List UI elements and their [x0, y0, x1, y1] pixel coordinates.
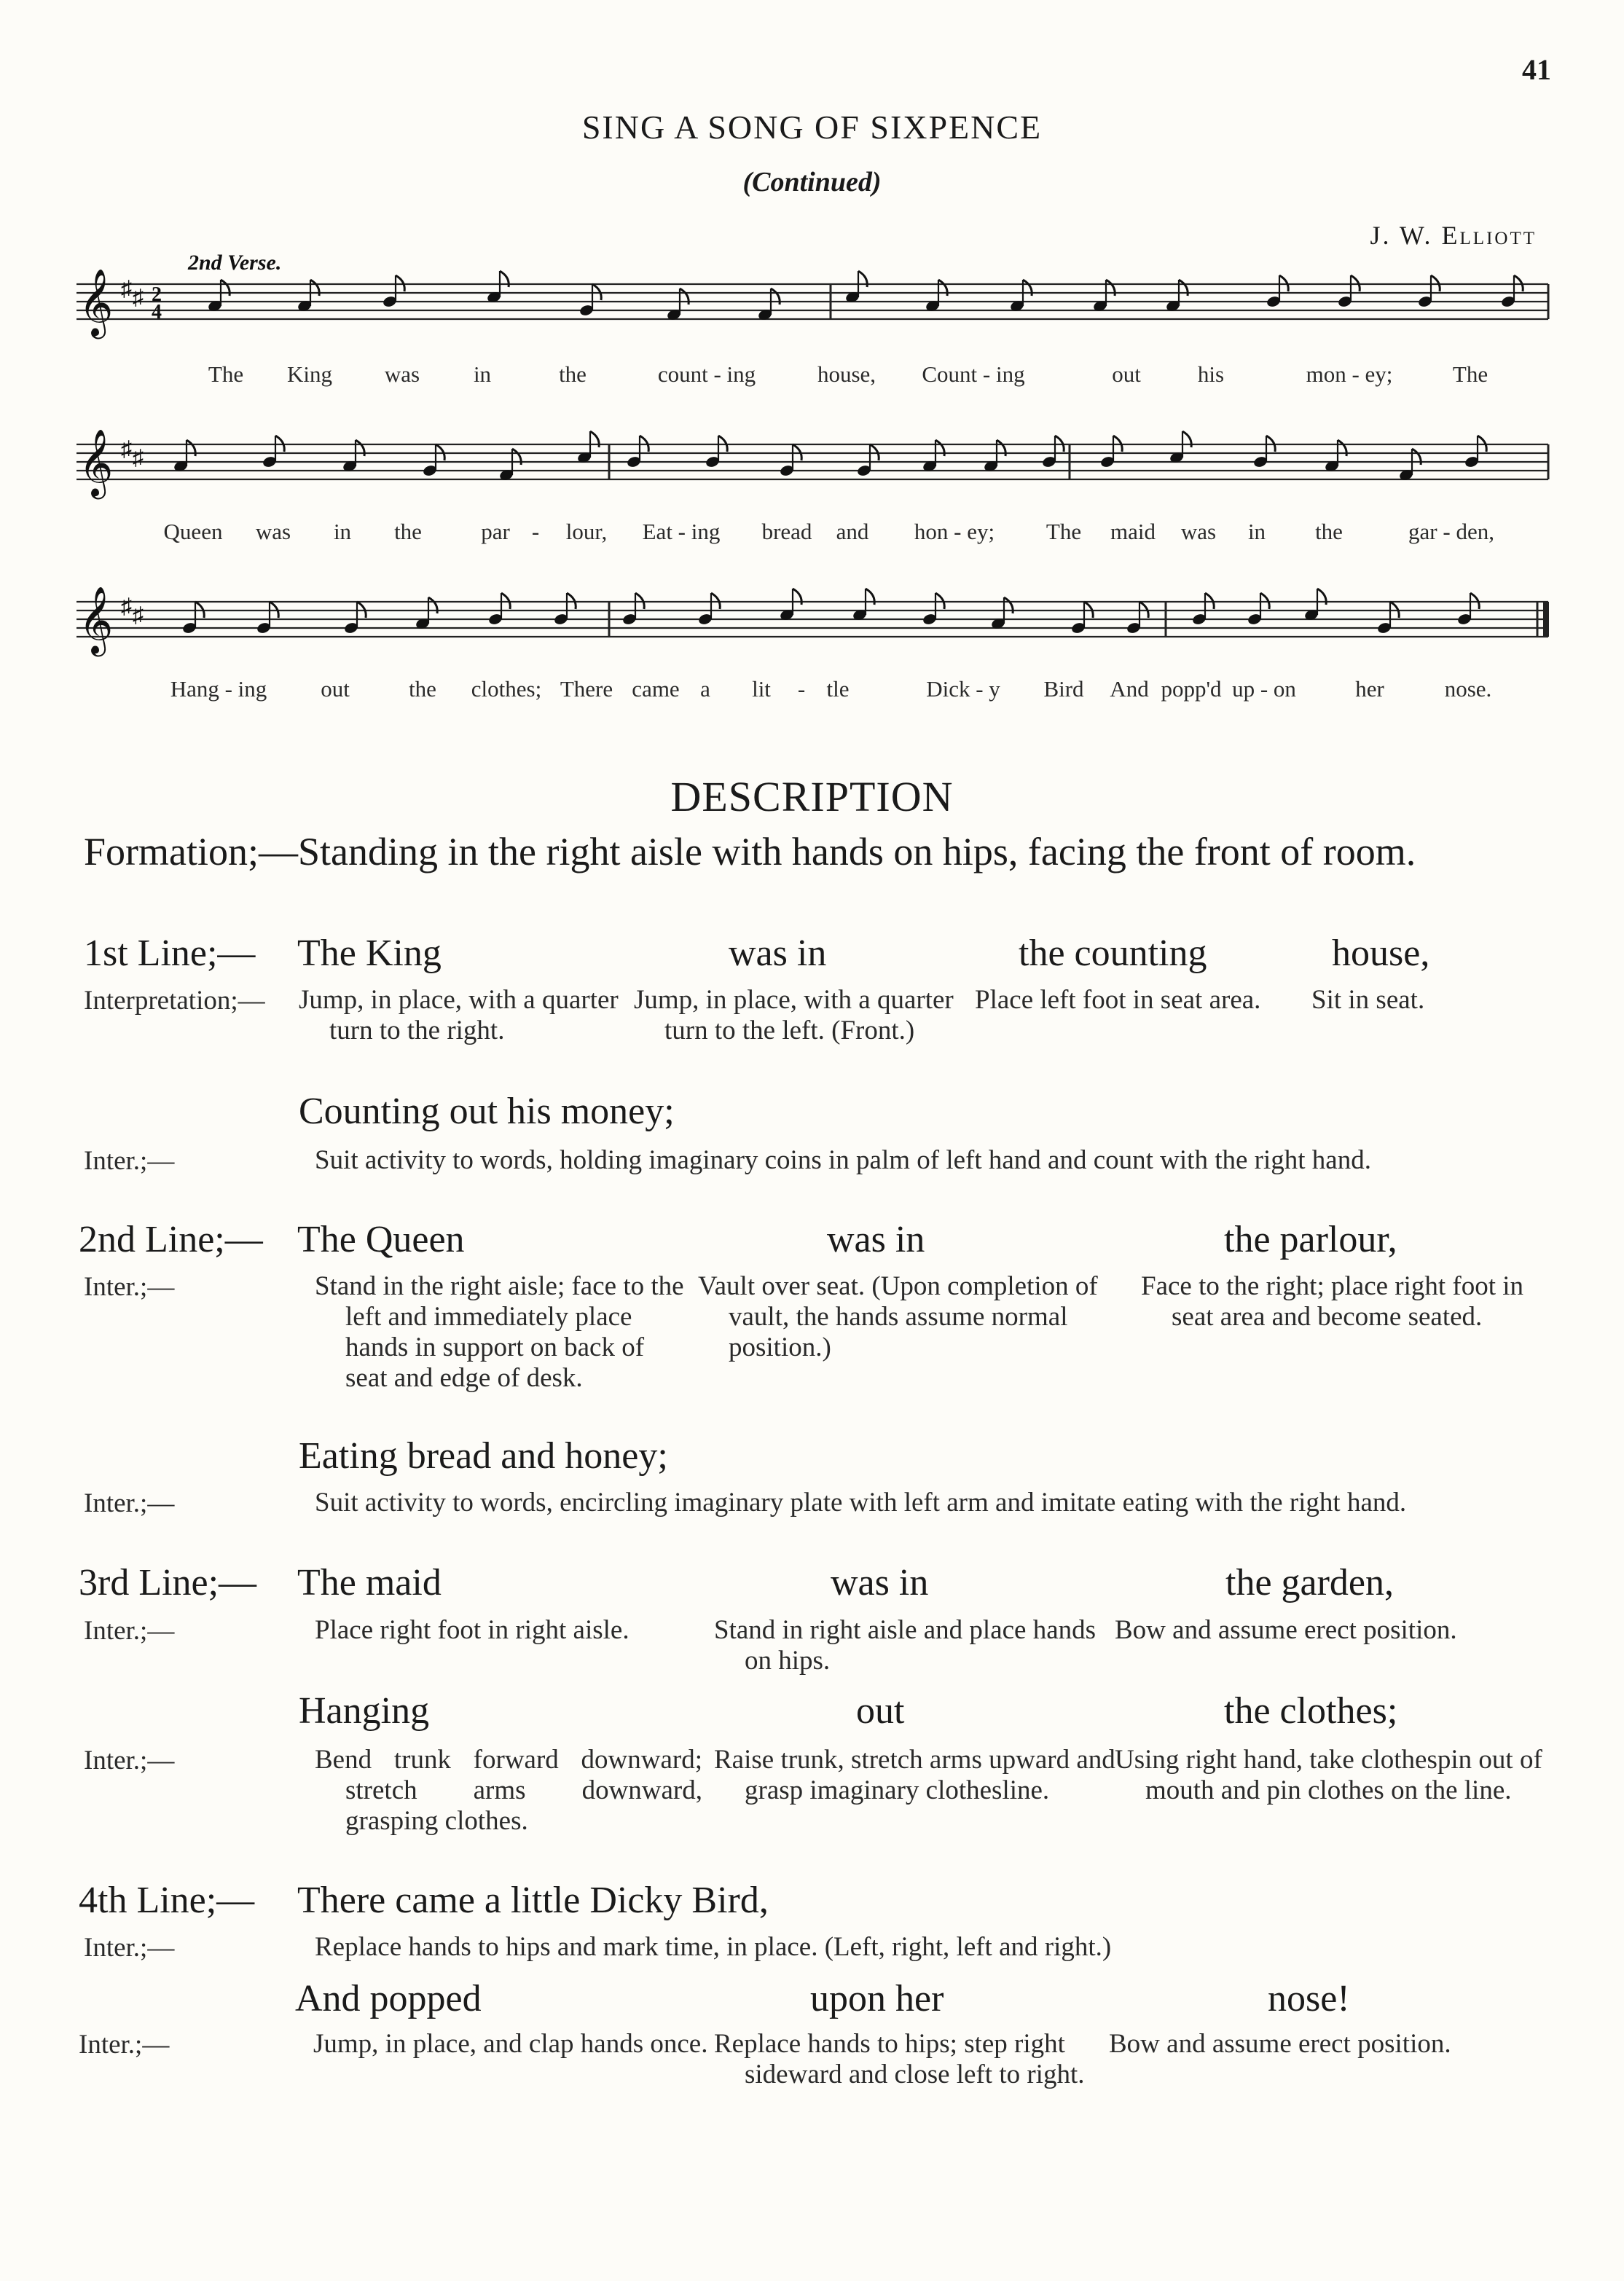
- line-label: 3rd Line;—: [79, 1562, 257, 1603]
- lyric-syllable: the: [559, 361, 587, 387]
- time-signature-top: 2: [152, 283, 162, 306]
- lyric-syllable: the: [1315, 519, 1343, 544]
- lyric-syllable: And: [1110, 676, 1149, 702]
- line-phrase: out: [856, 1690, 905, 1732]
- verse-label: 2nd Verse.: [188, 251, 282, 275]
- line-phrase: The King: [297, 933, 442, 974]
- line-phrase: the parlour,: [1224, 1219, 1397, 1260]
- lyric-syllable: -: [531, 519, 540, 544]
- line-phrase: The maid: [297, 1562, 442, 1603]
- lyric-syllable: was: [1180, 519, 1217, 544]
- composer-surname: Elliott: [1441, 221, 1537, 250]
- formation-text: Formation;—Standing in the right aisle with hands on hips, facing the front of room.: [84, 830, 1416, 873]
- sharp-icon: ♯: [133, 603, 144, 627]
- interpretation-text: Using right hand, take clothespin out of mouth and pin clothes on the line.: [1115, 1745, 1542, 1805]
- line-phrase: Counting out his money;: [299, 1091, 675, 1132]
- line-label: 1st Line;—: [84, 933, 256, 974]
- treble-clef-icon: 𝄞: [79, 428, 114, 496]
- lyric-syllable: nose.: [1444, 676, 1492, 702]
- interpretation-text: Bend trunk forward downward; stretch arms downward, grasping clothes.: [315, 1745, 702, 1836]
- lyric-syllable: came: [632, 676, 680, 702]
- lyric-syllable: Eat - ing: [642, 519, 721, 544]
- lyric-syllable: The: [1452, 361, 1488, 387]
- interpretation-label: Interpretation;—: [84, 986, 265, 1016]
- lyric-syllable: Bird: [1043, 676, 1084, 702]
- lyric-syllable: tle: [826, 676, 850, 702]
- lyric-syllable: -: [797, 676, 806, 702]
- sharp-icon: ♯: [133, 446, 144, 470]
- lyrics-line-1: [73, 361, 1552, 390]
- interpretation-text: Jump, in place, with a quarter turn to the left. (Front.): [634, 985, 954, 1045]
- lyric-syllable: his: [1197, 361, 1225, 387]
- lyric-syllable: up - on: [1232, 676, 1296, 702]
- line-phrase: The Queen: [297, 1219, 465, 1260]
- note-group: [207, 271, 1523, 321]
- time-signature-bottom: 4: [152, 301, 162, 323]
- interpretation-text: Raise trunk, stretch arms upward and grasp imaginary clothesline.: [714, 1745, 1115, 1805]
- line-label: 2nd Line;—: [79, 1219, 263, 1260]
- interpretation-label: Inter.;—: [84, 1146, 175, 1176]
- lyric-syllable: her: [1355, 676, 1384, 702]
- interpretation-text: Vault over seat. (Upon completion of vault, the hands assume normal position.): [698, 1271, 1098, 1362]
- lyric-syllable: Queen: [163, 519, 223, 544]
- note-group: [173, 431, 1486, 482]
- lyric-syllable: was: [384, 361, 420, 387]
- line-phrase: And popped: [295, 1978, 482, 2019]
- lyric-syllable: Hang - ing: [170, 676, 267, 702]
- line-phrase: Eating bread and honey;: [299, 1435, 668, 1477]
- interpretation-text: Jump, in place, and clap hands once.: [313, 2029, 708, 2059]
- music-staff-2: [73, 408, 1552, 510]
- lyric-syllable: Dick - y: [926, 676, 1000, 702]
- line-phrase: was in: [729, 933, 827, 974]
- lyric-syllable: The: [1046, 519, 1082, 544]
- sharp-icon: ♯: [121, 594, 132, 619]
- sharp-icon: ♯: [121, 437, 132, 461]
- line-label: 4th Line;—: [79, 1880, 255, 1921]
- lyric-syllable: house,: [817, 361, 876, 387]
- lyric-syllable: King: [287, 361, 332, 387]
- line-phrase: the garden,: [1225, 1562, 1394, 1603]
- lyric-syllable: The: [208, 361, 244, 387]
- lyric-syllable: clothes;: [471, 676, 542, 702]
- lyric-syllable: out: [1112, 361, 1141, 387]
- lyric-syllable: mon - ey;: [1306, 361, 1393, 387]
- interpretation-text: Replace hands to hips and mark time, in place. (Left, right, left and right.): [315, 1932, 1112, 1962]
- song-subtitle: (Continued): [742, 167, 882, 197]
- music-staff-3: [73, 565, 1552, 667]
- lyric-syllable: par: [481, 519, 510, 544]
- lyric-syllable: in: [473, 361, 492, 387]
- lyric-syllable: the: [394, 519, 422, 544]
- lyric-syllable: in: [1247, 519, 1266, 544]
- line-phrase: nose!: [1268, 1978, 1350, 2019]
- interpretation-label: Inter.;—: [84, 1272, 175, 1302]
- line-phrase: the counting: [1019, 933, 1207, 974]
- line-phrase: upon her: [810, 1978, 944, 2019]
- lyrics-line-3: [73, 676, 1552, 705]
- lyric-syllable: There: [560, 676, 613, 702]
- lyric-syllable: lit: [752, 676, 771, 702]
- line-phrase: was in: [827, 1219, 925, 1260]
- lyric-syllable: in: [333, 519, 352, 544]
- interpretation-text: Jump, in place, with a quarter turn to the right.: [299, 985, 619, 1045]
- music-staff-1: [73, 248, 1552, 350]
- lyrics-line-2: [73, 519, 1552, 548]
- sharp-icon: ♯: [121, 277, 132, 301]
- interpretation-text: Suit activity to words, holding imaginary coins in palm of left hand and count with the right hand.: [315, 1145, 1371, 1175]
- interpretation-text: Place right foot in right aisle.: [315, 1615, 629, 1645]
- lyric-syllable: and: [836, 519, 869, 544]
- song-title: SING A SONG OF SIXPENCE: [581, 109, 1043, 146]
- interpretation-text: Bow and assume erect position.: [1109, 2029, 1451, 2059]
- composer-initials: J. W.: [1370, 221, 1433, 250]
- interpretation-text: Face to the right; place right foot in seat area and become seated.: [1141, 1271, 1524, 1332]
- lyric-syllable: count - ing: [657, 361, 756, 387]
- sharp-icon: ♯: [133, 286, 144, 310]
- lyric-syllable: a: [700, 676, 710, 702]
- treble-clef-icon: 𝄞: [79, 586, 114, 653]
- lyric-syllable: popp'd: [1161, 676, 1222, 702]
- line-phrase: the clothes;: [1224, 1690, 1398, 1732]
- line-phrase: house,: [1332, 933, 1430, 974]
- composer-credit: [1370, 220, 1537, 251]
- lyric-syllable: was: [255, 519, 291, 544]
- interpretation-label: Inter.;—: [84, 1933, 175, 1963]
- interpretation-text: Suit activity to words, encircling imaginary plate with left arm and imitate eating with the right hand.: [315, 1488, 1407, 1518]
- interpretation-text: Replace hands to hips; step right sideward and close left to right.: [714, 2029, 1085, 2089]
- line-phrase: was in: [831, 1562, 929, 1603]
- treble-clef-icon: 𝄞: [79, 268, 114, 336]
- interpretation-label: Inter.;—: [84, 1746, 175, 1775]
- lyric-syllable: the: [409, 676, 436, 702]
- lyric-syllable: gar - den,: [1408, 519, 1494, 544]
- lyric-syllable: bread: [761, 519, 812, 544]
- page-number: 41: [1522, 53, 1551, 86]
- interpretation-text: Sit in seat.: [1311, 985, 1425, 1015]
- description-heading: DESCRIPTION: [670, 773, 954, 820]
- lyric-syllable: out: [321, 676, 350, 702]
- lyric-syllable: maid: [1110, 519, 1156, 544]
- lyric-syllable: lour,: [565, 519, 608, 544]
- interpretation-text: Bow and assume erect position.: [1115, 1615, 1457, 1645]
- lyric-syllable: hon - ey;: [914, 519, 995, 544]
- interpretation-text: Stand in the right aisle; face to the left and immediately place hands in support on back of seat and edge of desk.: [315, 1271, 684, 1393]
- interpretation-label: Inter.;—: [84, 1488, 175, 1518]
- lyric-syllable: Count - ing: [922, 361, 1025, 387]
- interpretation-text: Place left foot in seat area.: [975, 985, 1261, 1015]
- line-phrase: Hanging: [299, 1690, 430, 1732]
- interpretation-label: Inter.;—: [79, 2030, 170, 2060]
- interpretation-text: Stand in right aisle and place hands on hips.: [714, 1615, 1097, 1676]
- line-phrase: There came a little Dicky Bird,: [297, 1880, 769, 1921]
- interpretation-label: Inter.;—: [84, 1616, 175, 1646]
